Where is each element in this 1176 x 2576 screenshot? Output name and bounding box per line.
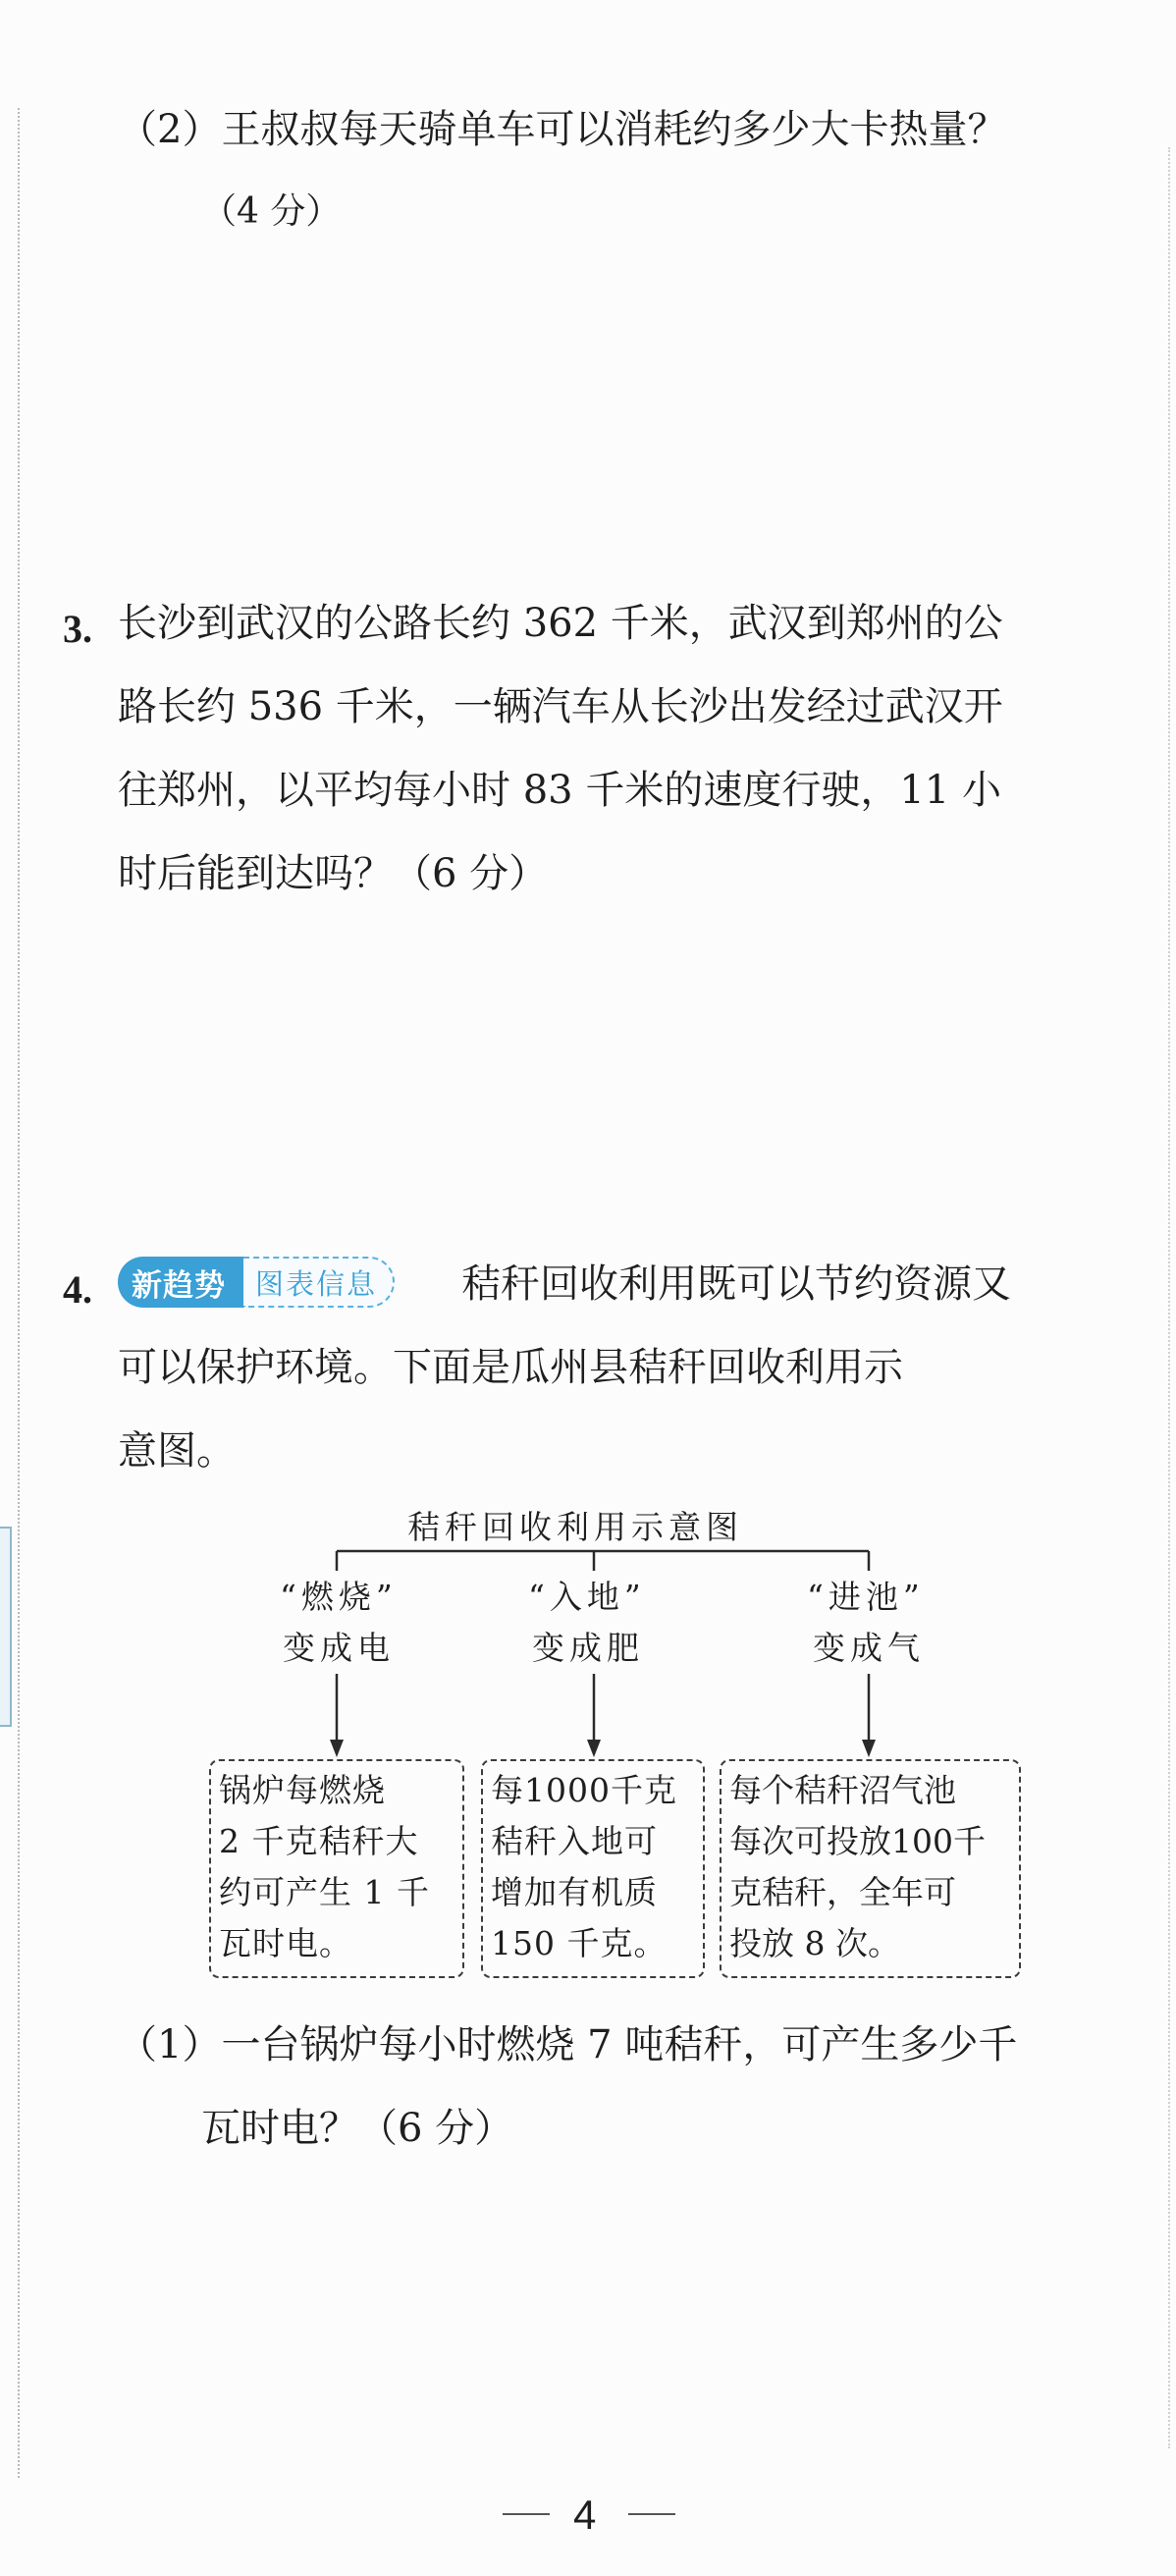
branch1-info-box <box>209 1759 464 1978</box>
branch3-label1: “进池” <box>807 1578 925 1616</box>
badge-main-label: 新趋势 <box>118 1257 243 1308</box>
q3-line2: 路长约 536 千米，一辆汽车从长沙出发经过武汉开 <box>118 684 1003 729</box>
q4-number: 4. <box>63 1267 92 1312</box>
q3-line4: 时后能到达吗？（6 分） <box>118 851 549 896</box>
footer-dash-left <box>503 2513 550 2515</box>
branch2-box-line: 150 千克。 <box>491 1924 668 1962</box>
branch3-box-line: 每个秸秆沼气池 <box>729 1771 956 1809</box>
branch2-info-box <box>481 1759 705 1978</box>
q3-number: 3. <box>63 607 92 651</box>
branch2-label2: 变成肥 <box>532 1629 644 1667</box>
q4-part1-line1: （1）一台锅炉每小时燃烧 7 吨秸秆，可产生多少千 <box>118 2022 1018 2067</box>
q4-line2: 可以保护环境。下面是瓜州县秸秆回收利用示 <box>118 1345 903 1390</box>
q4-line1: 秸秆回收利用既可以节约资源又 <box>461 1261 1011 1307</box>
q2-part2-score: （4 分） <box>201 191 342 232</box>
q3-line3: 往郑州，以平均每小时 83 千米的速度行驶，11 小 <box>118 768 1001 813</box>
diagram-title: 秸秆回收利用示意图 <box>407 1508 743 1546</box>
footer-dash-right <box>628 2513 675 2515</box>
branch2-box-line: 每1000千克 <box>491 1771 677 1809</box>
branch1-box-line: 2 千克秸秆大 <box>219 1822 419 1860</box>
q2-part2-line1: （2）王叔叔每天骑单车可以消耗约多少大卡热量？ <box>118 107 1007 152</box>
q3-line1: 长沙到武汉的公路长约 362 千米，武汉到郑州的公 <box>118 601 1003 646</box>
branch3-box-line: 克秸秆，全年可 <box>729 1873 956 1911</box>
branch1-box-line: 约可产生 1 千 <box>219 1873 430 1911</box>
branch1-box-line: 锅炉每燃烧 <box>219 1771 386 1809</box>
page-edge-line <box>1168 147 1170 2448</box>
branch2-label1: “入地” <box>528 1578 646 1616</box>
branch3-label2: 变成气 <box>813 1629 925 1667</box>
branch1-label2: 变成电 <box>283 1629 395 1667</box>
branch3-box-line: 每次可投放100千 <box>729 1822 986 1860</box>
binding-dotted-line <box>18 108 20 2478</box>
q4-part1-line2: 瓦时电？（6 分） <box>201 2106 514 2151</box>
q4-line3: 意图。 <box>118 1428 236 1474</box>
branch3-box-line: 投放 8 次。 <box>729 1924 900 1962</box>
branch3-info-box <box>720 1759 1021 1978</box>
trend-badge <box>118 1257 445 1308</box>
badge-sub-label: 图表信息 <box>243 1257 395 1308</box>
branch2-box-line: 秸秆入地可 <box>491 1822 658 1860</box>
side-tab-marker <box>0 1527 12 1727</box>
branch1-box-line: 瓦时电。 <box>219 1924 352 1962</box>
branch1-label1: “燃烧” <box>280 1578 398 1616</box>
branch2-box-line: 增加有机质 <box>491 1873 658 1911</box>
page-number: 4 <box>573 2492 597 2538</box>
